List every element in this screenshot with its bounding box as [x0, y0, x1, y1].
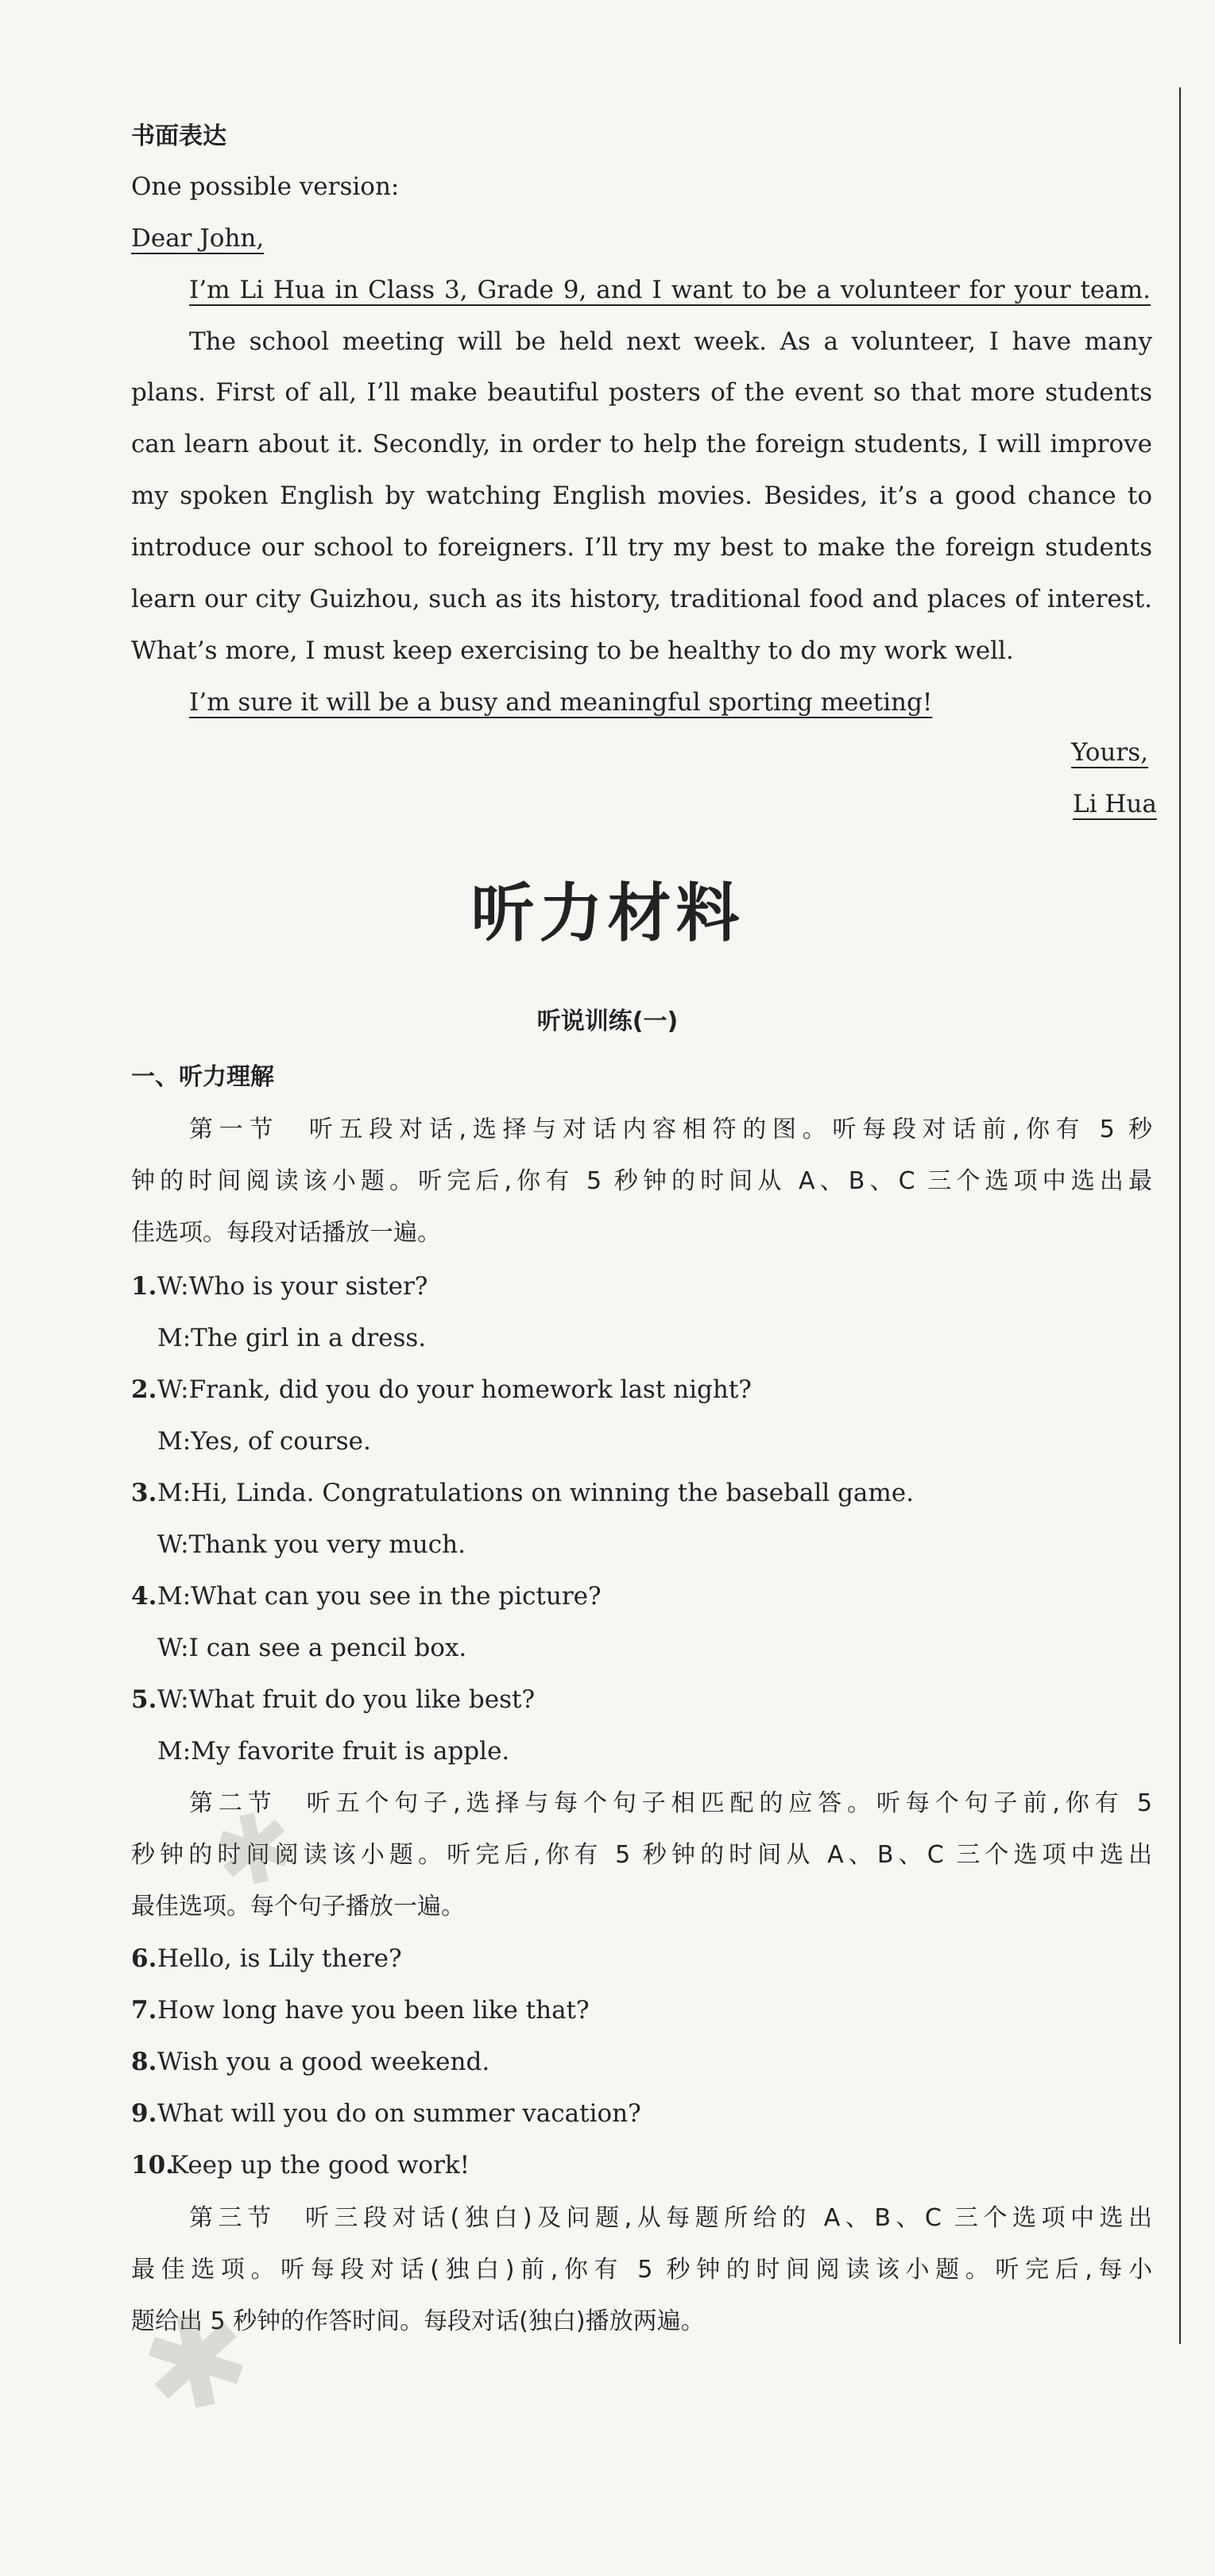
writing-heading: 书面表达	[131, 122, 226, 150]
paragraph-2-line: What’s more, I must keep exercising to be healthy to do my work well.	[131, 636, 1014, 665]
paragraph-2-line: my spoken English by watching English movies. Besides, it’s a good chance to	[131, 482, 1152, 510]
section1-line: 第一节 听五段对话,选择与对话内容相符的图。听每段对话前,你有 5 秒	[189, 1116, 1152, 1143]
question-number: 1.	[131, 1272, 157, 1301]
listening-subtitle: 听说训练(一)	[536, 1008, 679, 1035]
section2-line: 第二节 听五个句子,选择与每个句子相匹配的应答。听每个句子前,你有 5	[189, 1789, 1152, 1817]
section3-line: 第三节 听三段对话(独白)及问题,从每题所给的 A、B、C 三个选项中选出	[189, 2204, 1152, 2232]
question-number: 9.	[131, 2099, 157, 2128]
sentence-text: Keep up the good work!	[170, 2151, 470, 2180]
signature: Li Hua	[1073, 790, 1157, 818]
question-number: 4.	[131, 1582, 157, 1611]
margin-rule-top	[1179, 87, 1181, 2344]
question-number: 6.	[131, 1944, 157, 1973]
sentence-text: Hello, is Lily there?	[157, 1944, 402, 1973]
sentence-text: How long have you been like that?	[157, 1996, 590, 2025]
paragraph-2-line: plans. First of all, I’ll make beautiful posters of the event so that more students	[131, 378, 1152, 407]
paragraph-2-line: learn our city Guizhou, such as its history, traditional food and places of interest.	[131, 585, 1152, 613]
dialogue-line: M:The girl in a dress.	[157, 1324, 427, 1352]
paragraph-2-line: can learn about it. Secondly, in order to help the foreign students, I will improve	[131, 430, 1152, 458]
question-number: 7.	[131, 1996, 157, 2025]
sentence-text: Wish you a good weekend.	[157, 2048, 490, 2076]
question-number: 8.	[131, 2048, 157, 2076]
version-label: One possible version:	[131, 172, 400, 201]
dialogue-line: W:Frank, did you do your homework last night?	[157, 1375, 752, 1404]
dialogue-line: W:Thank you very much.	[157, 1530, 466, 1559]
question-number: 2.	[131, 1375, 157, 1404]
salutation: Dear John,	[131, 224, 265, 253]
paragraph-1: I’m Li Hua in Class 3, Grade 9, and I want to be a volunteer for your team.	[189, 276, 1151, 304]
question-number: 5.	[131, 1685, 157, 1714]
closing: Yours,	[1071, 738, 1148, 767]
paragraph-3: I’m sure it will be a busy and meaningful sporting meeting!	[189, 688, 933, 717]
dialogue-line: M:My favorite fruit is apple.	[157, 1737, 510, 1766]
paragraph-2-line: The school meeting will be held next week. As a volunteer, I have many	[189, 327, 1152, 356]
watermark-mark: ✱	[129, 2279, 265, 2446]
dialogue-line: W:Who is your sister?	[157, 1272, 428, 1301]
section1-line: 钟的时间阅读该小题。听完后,你有 5 秒钟的时间从 A、B、C 三个选项中选出最	[131, 1167, 1152, 1195]
section1-line: 佳选项。每段对话播放一遍。	[131, 1219, 441, 1247]
dialogue-line: W:I can see a pencil box.	[157, 1634, 467, 1662]
section3-line: 最佳选项。听每段对话(独白)前,你有 5 秒钟的时间阅读该小题。听完后,每小	[131, 2256, 1152, 2284]
dialogue-line: M:Yes, of course.	[157, 1427, 371, 1456]
section3-line: 题给出 5 秒钟的作答时间。每段对话(独白)播放两遍。	[131, 2307, 705, 2335]
question-number: 3.	[131, 1479, 157, 1507]
dialogue-line: M:What can you see in the picture?	[157, 1582, 602, 1611]
paragraph-2-line: introduce our school to foreigners. I’ll try my best to make the foreign students	[131, 533, 1152, 562]
section2-line: 秒钟的时间阅读该小题。听完后,你有 5 秒钟的时间从 A、B、C 三个选项中选出	[131, 1841, 1152, 1869]
question-number: 10.	[131, 2151, 174, 2180]
listening-title: 听力材料	[470, 876, 745, 950]
sentence-text: What will you do on summer vacation?	[157, 2099, 641, 2128]
section2-line: 最佳选项。每个句子播放一遍。	[131, 1893, 465, 1920]
watermark-mark: ✱	[203, 1789, 305, 1913]
dialogue-line: M:Hi, Linda. Congratulations on winning the baseball game.	[157, 1479, 914, 1507]
dialogue-line: W:What fruit do you like best?	[157, 1685, 536, 1714]
part-heading: 一、听力理解	[131, 1063, 274, 1091]
